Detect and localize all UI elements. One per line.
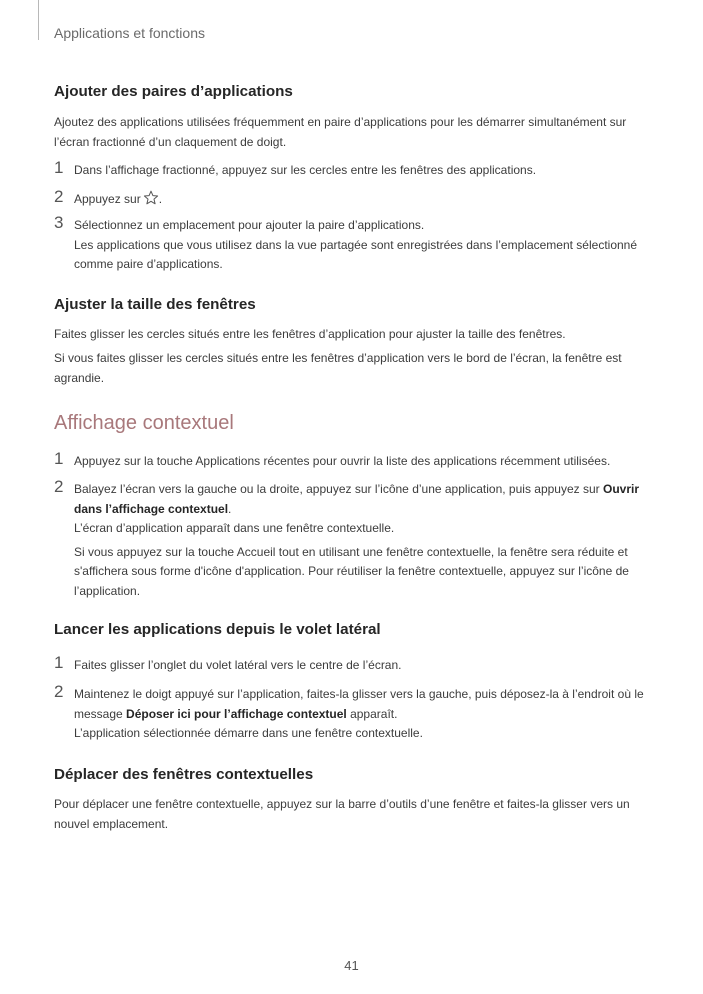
step-number: 2 (54, 477, 64, 496)
app-pairs-step-1 (54, 158, 654, 181)
step-text (74, 190, 654, 213)
step-number: 1 (54, 158, 64, 177)
header-title: Applications et fonctions (54, 25, 205, 41)
step-subtext: L’application sélectionnée démarre dans une fenêtre contextuelle. (74, 726, 423, 740)
step-text: Appuyez sur la touche Applications récentes pour ouvrir la liste des applications récemment utilisées. (74, 454, 611, 468)
step-text-after: . (228, 501, 232, 516)
app-pairs-step-2 (54, 187, 654, 213)
step-number: 3 (54, 213, 64, 232)
section-title-resize: Ajuster la taille des fenêtres (54, 296, 256, 313)
step-text: Faites glisser l’onglet du volet latéral vers le centre de l’écran. (74, 658, 402, 672)
step-number: 2 (54, 187, 64, 206)
step-subtext-1: L’écran d’application apparaît dans une fenêtre contextuelle. (74, 521, 395, 535)
section-title-app-pairs: Ajouter des paires d’applications (54, 83, 293, 100)
step-text-before: Balayez l’écran vers la gauche ou la droite, appuyez sur l’icône d’une application, puis appuyez sur (74, 482, 603, 496)
star-outline-icon (143, 190, 159, 213)
section-title-move-popup: Déplacer des fenêtres contextuelles (54, 766, 314, 783)
message-name-drop-here: Déposer ici pour l’affichage contextuel (126, 706, 347, 721)
step-text-after: . (158, 192, 163, 206)
step-number: 1 (54, 653, 64, 672)
move-paragraph: Pour déplacer une fenêtre contextuelle, appuyez sur la barre d’outils d’une fenêtre et faites-la glisser vers un nouvel emplacement. (54, 797, 630, 831)
popup-step-2 (54, 477, 654, 601)
option-name-open-popup: Ouvrir dans l’affichage contextuel (74, 482, 639, 516)
section-title-side-panel: Lancer les applications depuis le volet latéral (54, 621, 381, 638)
step-text-before: Maintenez le doigt appuyé sur l’application, faites-la glisser vers la gauche, puis déposez-la à l’endroit où le message (74, 687, 644, 721)
app-pairs-step-3 (54, 213, 654, 275)
step-text: Sélectionnez un emplacement pour ajouter la paire d’applications. (74, 218, 425, 232)
step-subtext: Les applications que vous utilisez dans la vue partagée sont enregistrées dans l’emplacement sélectionné comme paire d’applications. (74, 237, 638, 271)
step-subtext-2: Si vous appuyez sur la touche Accueil tout en utilisant une fenêtre contextuelle, la fenêtre sera réduite et s'affichera sous forme d'icône d'application. Pour réutiliser la fenêtre contextuelle, appuyez sur l’icône de l’application. (74, 544, 629, 598)
step-text: Dans l’affichage fractionné, appuyez sur les cercles entre les fenêtres des applications. (74, 163, 537, 177)
resize-paragraph-1: Faites glisser les cercles situés entre les fenêtres d’application pour ajuster la taille des fenêtres. (54, 327, 566, 341)
popup-step-1 (54, 449, 654, 472)
step-text-after: apparaît. (346, 706, 398, 721)
resize-paragraph-2: Si vous faites glisser les cercles situés entre les fenêtres d’application vers le bord de l’écran, la fenêtre est agrandie. (54, 351, 622, 385)
step-text-before: Appuyez sur (74, 192, 141, 206)
app-pairs-intro: Ajoutez des applications utilisées fréquemment en paire d’applications pour les démarrer simultanément sur l’écran fractionné d’un claquement de doigt. (54, 115, 627, 149)
section-title-popup-view: Affichage contextuel (54, 412, 234, 434)
header-rule (38, 0, 39, 40)
step-text (74, 685, 654, 724)
side-panel-step-2 (54, 682, 654, 744)
page-number: 41 (344, 958, 359, 973)
step-number: 1 (54, 449, 64, 468)
step-text (74, 480, 654, 519)
step-number: 2 (54, 682, 64, 701)
side-panel-step-1 (54, 653, 654, 676)
